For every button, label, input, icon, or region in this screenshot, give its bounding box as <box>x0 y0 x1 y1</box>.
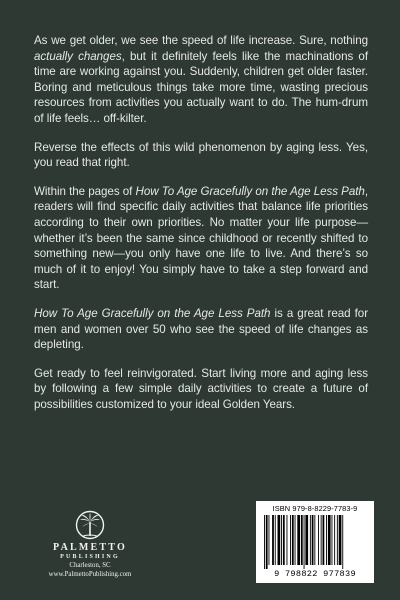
isbn-barcode <box>256 501 374 583</box>
barcode-bar <box>266 515 268 569</box>
paragraph-4 <box>34 306 368 353</box>
barcode-bar <box>323 515 325 565</box>
barcode-bar <box>337 515 338 565</box>
barcode-bar <box>283 515 285 565</box>
barcode-bar <box>290 515 291 565</box>
barcode-bar <box>275 515 276 565</box>
barcode-bar <box>342 515 343 569</box>
isbn-label: ISBN 979-8-8229-7783-9 <box>272 504 358 513</box>
barcode-bars <box>262 515 368 569</box>
publisher-subtitle: PUBLISHING <box>60 554 120 560</box>
barcode-bar <box>310 515 311 565</box>
barcode-bar <box>312 515 314 565</box>
paragraph-4-text: is a great read for men and women over 50 who see the speed of life changes as depleting. <box>34 306 369 352</box>
publisher-block <box>30 510 150 578</box>
paragraph-3-text-b: , readers will find specific daily activities that balance life priorities according to their own priorities. No matter your life purpose—whether it’s been the same since childhood or recently shifted to something new—you only have one life to live. And there’s so much of it to enjoy! You simply have to take a step forward and start. <box>34 184 368 292</box>
barcode-bar <box>326 515 327 565</box>
barcode-bar <box>269 515 270 565</box>
paragraph-5: Get ready to feel reinvigorated. Start living more and aging less by following a few simple daily activities to create a future of possibilities customized to your ideal Golden Years. <box>34 366 368 411</box>
publisher-name: PALMETTO <box>53 542 127 553</box>
barcode-bar <box>328 515 331 565</box>
barcode-bar <box>304 515 305 569</box>
barcode-bar <box>292 515 294 565</box>
barcode-bar <box>297 515 300 565</box>
barcode-bar <box>334 515 335 565</box>
barcode-number: 9 798822 977839 <box>274 569 356 579</box>
paragraph-3-text-a: Within the pages of <box>34 184 136 198</box>
paragraph-4-book-title: How To Age Gracefully on the Age Less Path <box>34 306 271 320</box>
barcode-bar <box>332 515 333 565</box>
paragraph-1-emphasis: actually changes <box>34 49 122 63</box>
barcode-bar <box>278 515 281 565</box>
paragraph-2: Reverse the effects of this wild phenomenon by aging less. Yes, you read that right. <box>34 140 368 170</box>
barcode-bar <box>287 515 288 565</box>
publisher-city: Charleston, SC <box>69 562 111 569</box>
barcode-bar <box>301 515 303 565</box>
barcode-bar <box>314 515 315 565</box>
paragraph-3-book-title: How To Age Gracefully on the Age Less Path <box>135 184 365 198</box>
paragraph-1-text-a: As we get older, we see the speed of life increase. Sure, nothing <box>34 34 368 47</box>
barcode-bar <box>295 515 296 565</box>
barcode-bar <box>318 515 319 565</box>
blurb-text <box>34 33 368 425</box>
palmetto-tree-icon <box>75 510 105 540</box>
publisher-url: www.PalmettoPublishing.com <box>48 571 132 578</box>
barcode-bar <box>321 515 322 565</box>
paragraph-1-text-b: , but it definitely feels like the machinations of time are working against you. Suddenly, children get older faster. Boring and meticulous things take more time, wasting precious resources from activities you actually want to do. The hum-drum of life feels… off-kilter. <box>34 49 368 125</box>
barcode-bar <box>305 515 308 565</box>
barcode-bar <box>264 515 265 569</box>
paragraph-3 <box>34 184 368 293</box>
barcode-bar <box>272 515 274 565</box>
paragraph-1 <box>34 33 368 127</box>
barcode-bar <box>281 515 282 565</box>
barcode-bar <box>339 515 342 565</box>
